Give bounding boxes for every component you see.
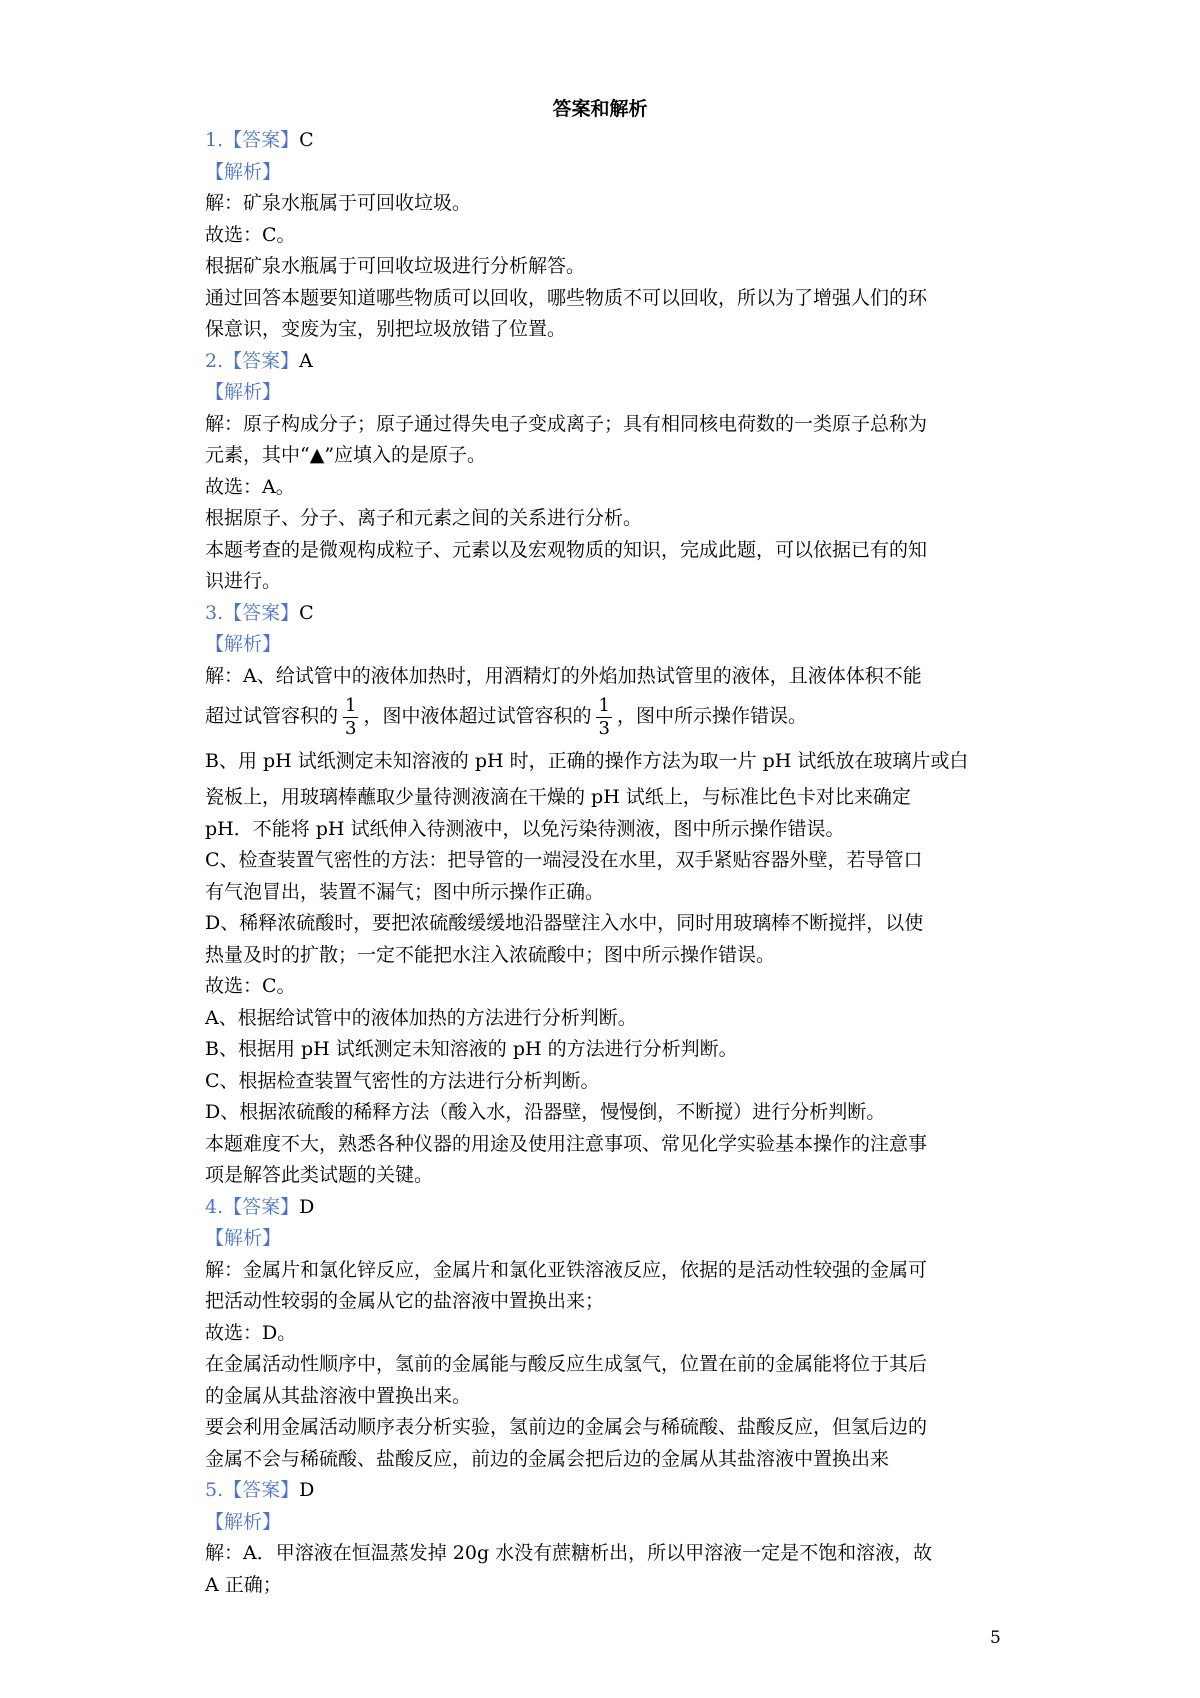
q3-line: 热量及时的扩散；一定不能把水注入浓硫酸中；图中所示操作错误。 (205, 943, 776, 966)
q1-answer-line (205, 125, 1005, 157)
q3-fraction-text-3: ，图中所示操作错误。 (616, 705, 807, 727)
q1-line: 通过回答本题要知道哪些物质可以回收，哪些物质不可以回收，所以为了增强人们的环 (205, 286, 928, 309)
q2-line: 元素，其中“▲”应填入的是原子。 (205, 444, 487, 466)
q5-line: A 正确； (205, 1573, 282, 1596)
q4-number: 4. (205, 1195, 224, 1218)
q3-line: 故选：C。 (205, 975, 296, 997)
q5-line: 解：A．甲溶液在恒温蒸发掉 20g 水没有蔗糖析出，所以甲溶液一定是不饱和溶液，故 (205, 1542, 933, 1564)
q5-number: 5. (205, 1479, 224, 1501)
q5-answer: D (299, 1479, 315, 1501)
q1-answer-tag: 【答案】 (223, 129, 300, 151)
q3-line: A、根据给试管中的液体加热的方法进行分析判断。 (205, 1006, 637, 1029)
q1-line: 解：矿泉水瓶属于可回收垃圾。 (205, 192, 472, 214)
q4-line: 要会利用金属活动顺序表分析实验，氢前边的金属会与稀硫酸、盐酸反应，但氢后边的 (205, 1416, 928, 1438)
page-number: 5 (990, 1628, 1001, 1648)
q2-answer-line (205, 346, 1005, 378)
q2-line: 根据原子、分子、离子和元素之间的关系进行分析。 (205, 507, 643, 529)
q2-answer: A (299, 349, 313, 372)
q3-line: pH．不能将 pH 试纸伸入待测液中，以免污染待测液，图中所示操作错误。 (205, 817, 845, 840)
q4-answer-tag: 【答案】 (223, 1195, 300, 1218)
q3-line: 解：A、给试管中的液体加热时，用酒精灯的外焰加热试管里的液体，且液体体积不能 (205, 664, 922, 687)
q3-line: 项是解答此类试题的关键。 (205, 1164, 434, 1186)
q5-analysis-tag: 【解析】 (205, 1510, 282, 1533)
q3-answer-tag: 【答案】 (223, 601, 300, 624)
fraction-numerator: 1 (345, 694, 357, 716)
q3-line: 瓷板上，用玻璃棒蘸取少量待测液滴在干燥的 pH 试纸上，与标准比色卡对比来确定 (205, 786, 911, 808)
fraction-numerator: 1 (598, 694, 610, 716)
q2-analysis-tag: 【解析】 (205, 381, 282, 403)
q3-line: B、根据用 pH 试纸测定未知溶液的 pH 的方法进行分析判断。 (205, 1038, 738, 1060)
q5-answer-tag: 【答案】 (223, 1479, 300, 1501)
q3-answer-line (205, 598, 1005, 630)
q4-line: 金属不会与稀硫酸、盐酸反应，前边的金属会把后边的金属从其盐溶液中置换出来 (205, 1447, 890, 1470)
fraction-denominator: 3 (345, 717, 357, 739)
q4-line: 在金属活动性顺序中，氢前的金属能与酸反应生成氢气，位置在前的金属能将位于其后 (205, 1353, 928, 1375)
q1-number: 1. (205, 129, 224, 151)
q3-line: 有气泡冒出，装置不漏气；图中所示操作正确。 (205, 880, 605, 903)
q4-line: 故选：D。 (205, 1321, 297, 1344)
q1-line: 根据矿泉水瓶属于可回收垃圾进行分析解答。 (205, 255, 586, 277)
q1-line: 保意识，变废为宝，别把垃圾放错了位置。 (205, 318, 567, 340)
q3-fraction-text-2: ，图中液体超过试管容积的 (363, 705, 592, 727)
q3-analysis-tag: 【解析】 (205, 633, 282, 655)
fraction-denominator: 3 (598, 717, 610, 739)
q2-line: 故选：A。 (205, 475, 295, 498)
q3-number: 3. (205, 601, 224, 624)
q3-line: D、根据浓硫酸的稀释方法（酸入水，沿器壁，慢慢倒，不断搅）进行分析判断。 (205, 1101, 886, 1123)
q2-number: 2. (205, 349, 224, 372)
q3-line: 本题难度不大，熟悉各种仪器的用途及使用注意事项、常见化学实验基本操作的注意事 (205, 1132, 928, 1155)
page-title: 答案和解析 (552, 98, 648, 120)
q3-line: B、用 pH 试纸测定未知溶液的 pH 时，正确的操作方法为取一片 pH 试纸放在玻璃片或白 (205, 750, 969, 772)
q3-fraction-text-1: 超过试管容积的 (205, 705, 339, 727)
one-third-fraction (596, 694, 611, 739)
q2-answer-tag: 【答案】 (223, 349, 300, 372)
q3-answer: C (299, 601, 314, 624)
q3-fraction-line (205, 692, 1005, 740)
q3-line: C、根据检查装置气密性的方法进行分析判断。 (205, 1069, 600, 1092)
q4-answer-line (205, 1192, 1005, 1224)
answer-body (205, 125, 1005, 1601)
q4-line: 把活动性较弱的金属从它的盐溶液中置换出来； (205, 1290, 605, 1312)
q2-line: 识进行。 (205, 570, 282, 592)
q1-analysis-tag: 【解析】 (205, 160, 282, 183)
q1-answer: C (299, 129, 314, 151)
q3-line: D、稀释浓硫酸时，要把浓硫酸缓缓地沿器壁注入水中，同时用玻璃棒不断搅拌，以使 (205, 912, 924, 934)
q2-line: 本题考查的是微观构成粒子、元素以及宏观物质的知识，完成此题，可以依据已有的知 (205, 538, 928, 561)
q2-line: 解：原子构成分子；原子通过得失电子变成离子；具有相同核电荷数的一类原子总称为 (205, 412, 928, 435)
q5-answer-line (205, 1475, 1005, 1507)
q1-line: 故选：C。 (205, 223, 296, 246)
one-third-fraction (343, 694, 358, 739)
q4-line: 的金属从其盐溶液中置换出来。 (205, 1384, 472, 1407)
q3-line: C、检查装置气密性的方法：把导管的一端浸没在水里，双手紧贴容器外壁，若导管口 (205, 849, 923, 871)
q4-line: 解：金属片和氯化锌反应，金属片和氯化亚铁溶液反应，依据的是活动性较强的金属可 (205, 1258, 928, 1281)
q4-answer: D (299, 1195, 315, 1218)
q4-analysis-tag: 【解析】 (205, 1227, 282, 1249)
